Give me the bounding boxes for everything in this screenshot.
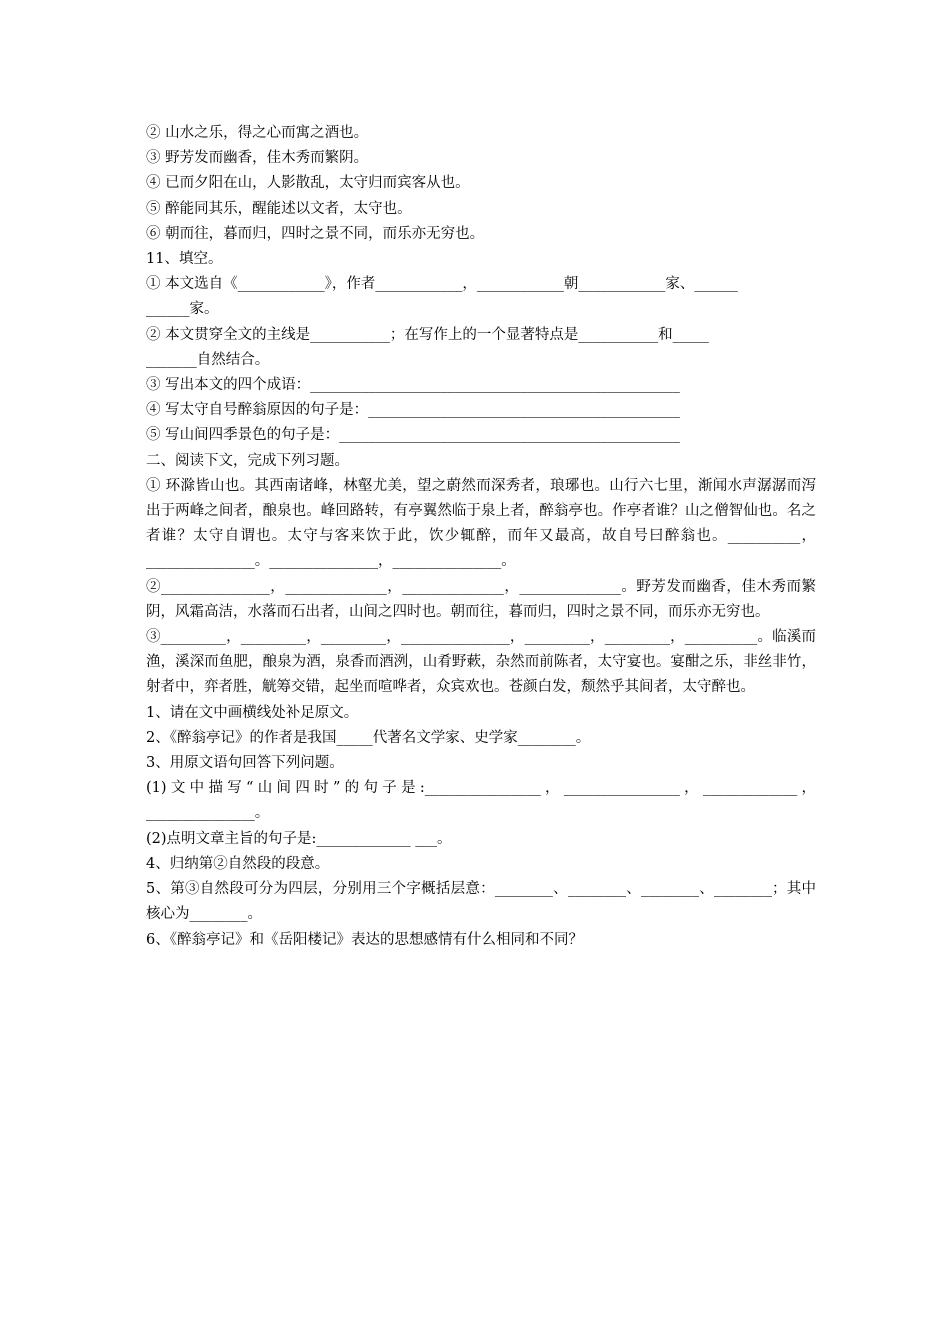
fill-in-item: ⑤ 写山间四季景色的句子是：_______________________________________________ xyxy=(146,427,680,444)
question-item: 2、《醉翁亭记》的作者是我国_____代著名文学家、史学家________。 xyxy=(146,729,591,746)
text-line: ③ 野芳发而幽香，佳木秀而繁阴。 xyxy=(146,150,369,167)
text-line: ⑤ 醉能同其乐，醒能述以文者，太守也。 xyxy=(146,200,412,217)
section-heading: 二、阅读下文，完成下列习题。 xyxy=(146,452,349,469)
fill-in-item: _______自然结合。 xyxy=(146,351,270,368)
question-item: 1、请在文中画横线处补足原文。 xyxy=(146,704,359,721)
reading-paragraph: ②_______________，______________，______________，______________。野芳发而幽香，佳木秀而繁阴，风霜高洁，水落而石出者，山间之四时也。朝而往，暮而归，四时之景不同，而乐亦无穷也。 xyxy=(146,578,816,620)
fill-in-item: ______家。 xyxy=(146,301,219,318)
fill-in-item: ③ 写出本文的四个成语：___________________________________________________ xyxy=(146,377,680,394)
text-line: ⑥ 朝而往，暮而归，四时之景不同，而乐亦无穷也。 xyxy=(146,225,485,242)
fill-in-item: ① 本文选自《____________》，作者____________，____________朝____________家、______ xyxy=(146,276,738,293)
text-line: ④ 已而夕阳在山，人影散乱，太守归而宾客从也。 xyxy=(146,175,470,192)
reading-paragraph: ③_________，_________，_________，_______________，_________，_________，__________。临溪而渔，溪深而鱼肥，酿泉为酒，泉香而酒洌，山肴野蔌，杂然而前陈者，太守宴也。宴酣之乐，非丝非竹，射者中，弈者胜，觥筹交错，起坐而喧哗者，众宾欢也。苍颜白发，颓然乎其间者，太守醉也。 xyxy=(146,629,816,696)
question-item: (1)文中描写“山间四时”的句子是:________________，________________，_____________，_______________。 xyxy=(146,780,816,822)
fill-in-item: ④ 写太守自号醉翁原因的句子是：___________________________________________ xyxy=(146,402,680,419)
reading-paragraph: ① 环滁皆山也。其西南诸峰，林壑尤美，望之蔚然而深秀者，琅琊也。山行六七里，渐闻水声潺潺而泻出于两峰之间者，酿泉也。峰回路转，有亭翼然临于泉上者，醉翁亭也。作亭者谁？山之僧智仙也。名之者谁？太守自谓也。太守与客来饮于此，饮少辄醉，而年又最高，故自号曰醉翁也。__________，_______________。_______________，_______________。 xyxy=(146,477,816,570)
question-item: 4、归纳第②自然段的段意。 xyxy=(146,855,330,872)
question-item: (2)点明文章主旨的句子是:_____________ ___。 xyxy=(146,830,452,847)
document-content xyxy=(146,121,816,953)
question-item: 6、《醉翁亭记》和《岳阳楼记》表达的思想感情有什么相同和不同？ xyxy=(146,931,583,948)
question-item: 3、用原文语句回答下列问题。 xyxy=(146,755,344,772)
fill-in-item: ② 本文贯穿全文的主线是___________；在写作上的一个显著特点是___________和_____ xyxy=(146,326,709,343)
question-heading: 11、填空。 xyxy=(146,251,223,268)
question-item: 5、第③自然段可分为四层，分别用三个字概括层意：________、________、________、________；其中核心为________。 xyxy=(146,881,816,923)
text-line: ② 山水之乐，得之心而寓之酒也。 xyxy=(146,125,369,141)
